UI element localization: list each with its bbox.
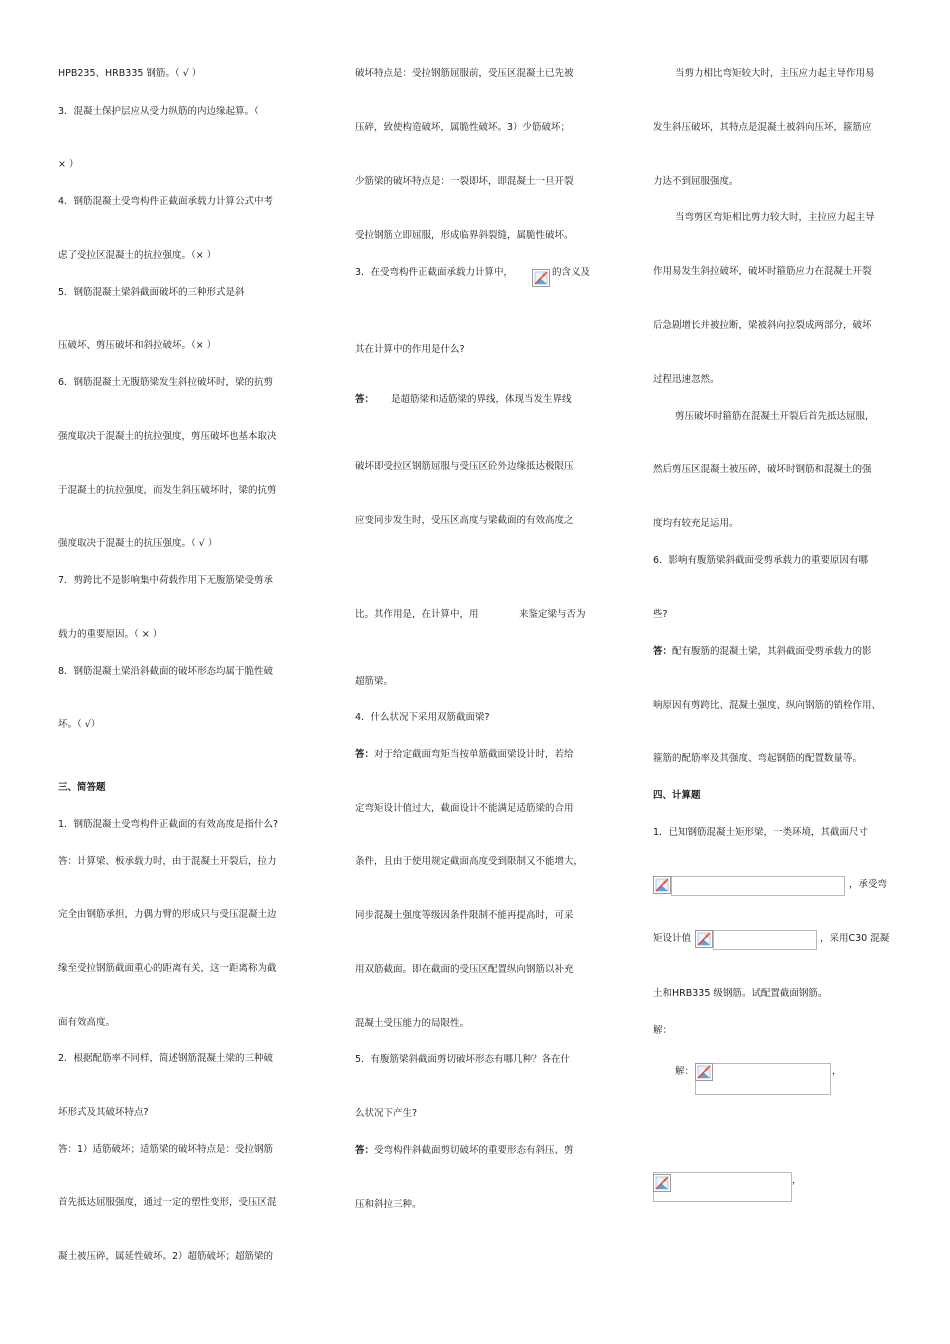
answer-line: 答：计算梁、板承载力时，由于混凝土开裂后，拉力 bbox=[58, 856, 277, 867]
answer-line: 应变同步发生时，受压区高度与梁截面的有效高度之 bbox=[355, 515, 574, 526]
text-line: 载力的重要原因。（ × ） bbox=[58, 629, 163, 640]
text-line: ，承受弯 bbox=[849, 879, 888, 890]
question-5: 5．钢筋混凝土梁斜截面破坏的三种形式是斜 bbox=[58, 287, 245, 298]
question-4: 4．钢筋混凝土受弯构件正截面承载力计算公式中考 bbox=[58, 196, 274, 207]
answer-line: 比。其作用是，在计算中，用 bbox=[355, 609, 479, 620]
answer-line: 受弯构件斜截面剪切破坏的重要形态有斜压、剪 bbox=[374, 1145, 574, 1156]
text-line: 压破坏、剪压破坏和斜拉破坏。（× ） bbox=[58, 340, 217, 351]
text-line: 坏。（ √） bbox=[58, 719, 101, 730]
text-line: 其在计算中的作用是什么? bbox=[355, 344, 465, 355]
broken-image-icon bbox=[695, 1063, 713, 1081]
answer-line: 当弯剪区弯矩相比剪力较大时，主拉应力起主导 bbox=[675, 212, 875, 223]
question-6: 6．钢筋混凝土无腹筋梁发生斜拉破坏时，梁的抗剪 bbox=[58, 377, 274, 388]
text-line: 强度取决于混凝土的抗压强度。（ √ ） bbox=[58, 538, 218, 549]
answer-line: 定弯矩设计值过大，截面设计不能满足适筋梁的合用 bbox=[355, 803, 574, 814]
answer-line: 响原因有剪跨比、混凝土强度、纵向钢筋的销栓作用、 bbox=[653, 700, 882, 711]
answer-line: 然后剪压区混凝土被压碎，破坏时钢筋和混凝土的强 bbox=[653, 464, 872, 475]
text-line: 些? bbox=[653, 609, 668, 620]
answer-line: 同步混凝土强度等级因条件限制不能再提高时，可采 bbox=[355, 910, 574, 921]
answer-line: 度均有较充足运用。 bbox=[653, 518, 739, 529]
answer-line: 凝土被压碎，属延性破坏。2）超筋破坏；超筋梁的 bbox=[58, 1251, 274, 1262]
section-heading-short-answer: 三、简答题 bbox=[58, 782, 106, 793]
answer-line: 配有腹筋的混凝土梁，其斜截面受剪承载力的影 bbox=[672, 646, 872, 657]
text-line: 强度取决于混凝土的抗拉强度，剪压破坏也基本取决 bbox=[58, 431, 277, 442]
answer-label: 答： bbox=[355, 394, 375, 405]
answer-line: 作用易发生斜拉破坏，破坏时箍筋应力在混凝土开裂 bbox=[653, 266, 872, 277]
answer-line: 后急剧增长并被拉断，梁被斜向拉裂成两部分，破坏 bbox=[653, 320, 872, 331]
answer-line: 是超筋梁和适筋梁的界线，体现当发生界线 bbox=[391, 394, 572, 405]
answer-line: 答：1）适筋破坏；适筋梁的破坏特点是：受拉钢筋 bbox=[58, 1144, 274, 1155]
answer-line: 破坏即受拉区钢筋屈服与受压区砼外边缘抵达极限压 bbox=[355, 461, 574, 472]
text-line: 受拉钢筋立即屈服，形成临界斜裂缝，属脆性破坏。 bbox=[355, 230, 574, 241]
formula-image-placeholder bbox=[671, 876, 845, 896]
formula-image-placeholder bbox=[695, 1063, 831, 1095]
answer-line: 缘至受拉钢筋截面重心的距离有关，这一距离称为截 bbox=[58, 963, 277, 974]
formula-image-placeholder bbox=[713, 930, 817, 950]
answer-line: 完全由钢筋承担，力偶力臂的形成只与受压混凝土边 bbox=[58, 909, 277, 920]
answer-label: 答： bbox=[355, 1145, 375, 1156]
answer-label: 答： bbox=[653, 646, 673, 657]
broken-image-icon bbox=[653, 1174, 671, 1192]
text-line: ，采用C30 混凝 bbox=[820, 933, 890, 944]
short-question-4: 4．什么状况下采用双筋截面梁? bbox=[355, 712, 490, 723]
answer-line: 剪压破坏时箍筋在混凝土开裂后首先抵达屈服， bbox=[675, 411, 875, 422]
text-line: 土和HRB335 级钢筋。试配置截面钢筋。 bbox=[653, 988, 828, 999]
text-line: 的含义及 bbox=[552, 267, 591, 278]
text-line: 坏形式及其破坏特点? bbox=[58, 1107, 149, 1118]
short-question-2: 2．根据配筋率不同样，简述钢筋混凝土梁的三种破 bbox=[58, 1053, 274, 1064]
answer-line: 首先抵达屈服强度，通过一定的塑性变形，受压区混 bbox=[58, 1197, 277, 1208]
answer-line: 发生斜压破坏，其特点是混凝土被斜向压坏，箍筋应 bbox=[653, 122, 872, 133]
answer-line: 来鉴定梁与否为 bbox=[519, 609, 586, 620]
answer-line: 压和斜拉三种。 bbox=[355, 1199, 422, 1210]
answer-line: 当剪力相比弯矩较大时，主压应力起主导作用易 bbox=[675, 68, 875, 79]
text-line: 虑了受拉区混凝土的抗拉强度。（× ） bbox=[58, 250, 217, 261]
answer-line: 面有效高度。 bbox=[58, 1017, 116, 1028]
question-3: 3．混凝土保护层应从受力纵筋的内边缘起算。（ bbox=[58, 106, 259, 117]
section-heading-calculation: 四、计算题 bbox=[653, 790, 701, 801]
answer-label: 答： bbox=[355, 749, 375, 760]
short-question-5: 5．有腹筋梁斜截面剪切破坏形态有哪几种？各在什 bbox=[355, 1054, 571, 1065]
answer-line: 超筋梁。 bbox=[355, 676, 394, 687]
answer-line: 力达不到屈服强度。 bbox=[653, 176, 739, 187]
answer-line: 条件，且由于使用规定截面高度受到限制又不能增大， bbox=[355, 856, 584, 867]
formula-image-placeholder bbox=[653, 1172, 792, 1202]
text-line: 么状况下产生? bbox=[355, 1108, 418, 1119]
text-line: HPB235、HRB335 钢筋。（ √ ） bbox=[58, 68, 202, 79]
text-line: 少筋梁的破坏特点是：一裂即坏，即混凝土一旦开裂 bbox=[355, 176, 574, 187]
solution-label: 解： bbox=[653, 1025, 673, 1036]
broken-image-icon bbox=[653, 876, 671, 894]
question-7: 7．剪跨比不是影响集中荷载作用下无腹筋梁受剪承 bbox=[58, 575, 274, 586]
broken-image-icon bbox=[532, 269, 550, 287]
short-question-6: 6．影响有腹筋梁斜截面受剪承载力的重要原因有哪 bbox=[653, 555, 869, 566]
broken-image-icon bbox=[695, 930, 713, 948]
question-8: 8．钢筋混凝土梁沿斜截面的破坏形态均属于脆性破 bbox=[58, 666, 274, 677]
solution-label: 解： bbox=[675, 1066, 695, 1077]
text-line: 压碎，致使构造破坏，属脆性破坏。3）少筋破坏； bbox=[355, 122, 571, 133]
text-line: ， bbox=[832, 1066, 842, 1077]
short-question-3: 3．在受弯构件正截面承载力计算中， bbox=[355, 267, 514, 278]
answer-line: 对于给定截面弯矩当按单筋截面梁设计时，若给 bbox=[374, 749, 574, 760]
short-question-1: 1．钢筋混凝土受弯构件正截面的有效高度是指什么? bbox=[58, 819, 279, 830]
answer-line: 过程迅速忽然。 bbox=[653, 374, 720, 385]
answer-line: 混凝土受压能力的局限性。 bbox=[355, 1018, 470, 1029]
text-line: 破坏特点是：受拉钢筋屈服前，受压区混凝土已先被 bbox=[355, 68, 574, 79]
answer-line: 用双筋截面。即在截面的受压区配置纵向钢筋以补充 bbox=[355, 964, 574, 975]
calc-question-1: 1．已知钢筋混凝土矩形梁，一类环境，其截面尺寸 bbox=[653, 827, 869, 838]
text-line: 于混凝土的抗拉强度，而发生斜压破坏时，梁的抗剪 bbox=[58, 485, 277, 496]
text-line: × ） bbox=[58, 159, 79, 170]
text-line: 矩设计值 bbox=[653, 933, 692, 944]
text-line: ， bbox=[792, 1175, 802, 1186]
answer-line: 箍筋的配筋率及其强度、弯起钢筋的配置数量等。 bbox=[653, 753, 863, 764]
